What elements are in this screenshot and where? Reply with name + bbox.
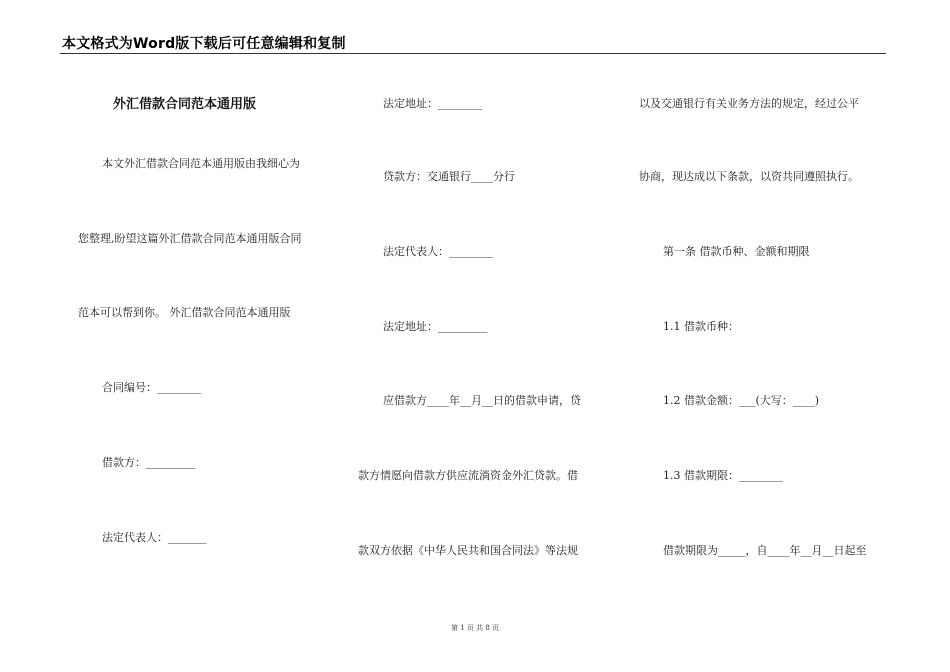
col1-line: 借款方：_________ (102, 456, 196, 469)
col1-line: 本文外汇借款合同范本通用版由我细心为 (102, 157, 300, 170)
col3-line: 以及交通银行有关业务方法的规定，经过公平 (639, 97, 859, 110)
col1-line: 合同编号：________ (102, 381, 201, 394)
col1-line: 法定代表人：_______ (102, 531, 207, 544)
col3-line: 借款期限为_____，自____年__月__日起至 (663, 544, 867, 557)
page-number: 第 1 页 共 8 页 (450, 624, 500, 632)
document-header: 本文格式为Word版下载后可任意编辑和复制 (62, 36, 346, 52)
col1-line: 范本可以帮到你。 外汇借款合同范本通用版 (78, 306, 291, 319)
col3-line: 第一条 借款币种、金额和期限 (663, 245, 810, 258)
col2-line: 款双方依据《中华人民共和国合同法》等法规 (358, 544, 578, 557)
col3-line: 1.3 借款期限：________ (663, 469, 783, 482)
col2-line: 法定地址：_________ (383, 320, 488, 333)
col2-line: 款方情愿向借款方供应流淌资金外汇贷款。借 (358, 469, 578, 482)
col3-line: 1.1 借款币种： (663, 320, 739, 333)
header-divider (60, 53, 886, 54)
col1-line: 您整理,盼望这篇外汇借款合同范本通用版合同 (78, 232, 302, 245)
col3-line: 协商，现达成以下条款，以资共同遵照执行。 (639, 170, 859, 183)
document-title: 外汇借款合同范本通用版 (113, 97, 257, 112)
col3-line: 1.2 借款金额：___(大写：____) (663, 394, 820, 407)
col2-line: 应借款方____年__月__日的借款申请，贷 (383, 394, 581, 407)
col2-line: 贷款方：交通银行____分行 (383, 170, 515, 183)
col2-line: 法定地址：________ (383, 97, 482, 110)
col2-line: 法定代表人：________ (383, 245, 493, 258)
